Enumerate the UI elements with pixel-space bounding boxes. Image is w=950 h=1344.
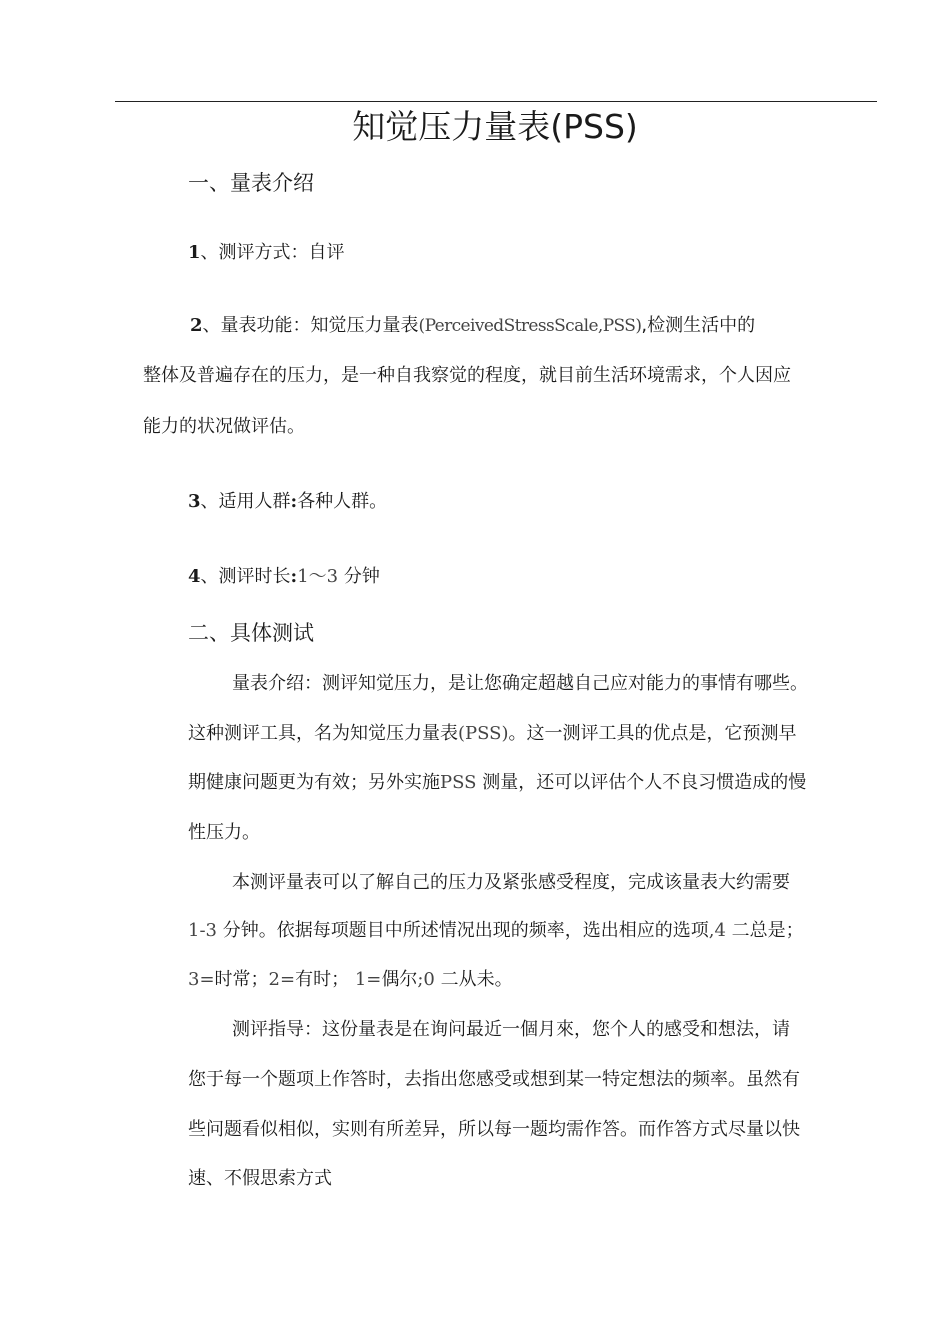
header-rule [115, 101, 877, 102]
text-run: 偶尔 [381, 969, 418, 990]
guide-paragraph-line1: 测评指导：这份量表是在询问最近一個月來，您个人的感受和想法，请 [232, 1019, 790, 1040]
scoring-paragraph-line1: 本测评量表可以了解自己的压力及紧张感受程度，完成该量表大约需要 [232, 872, 790, 893]
scoring-paragraph-line3 [188, 967, 513, 993]
latin-run: 1-3 [188, 920, 217, 941]
intro-paragraph-line1: 量表介绍：测评知觉压力，是让您确定超越自己应对能力的事情有哪些。 [232, 673, 808, 694]
item-scale-function [190, 313, 755, 339]
guide-paragraph-line2: 您于每一个题项上作答时，去指出您感受或想到某一特定想法的频率。虽然有 [188, 1069, 800, 1090]
section-heading-test: 二、具体测试 [188, 621, 314, 645]
duration-range: 1〜3 [297, 566, 339, 587]
intro-paragraph-line2 [188, 721, 797, 747]
item-scale-function-line2: 整体及普遍存在的压力，是一种自我察觉的程度，就目前生活环境需求，个人因应 [143, 365, 791, 386]
latin-run: 1= [349, 969, 382, 990]
text-run: 测量，还可以评估个人不良习惯造成的慢 [476, 772, 807, 793]
item-scale-function-line3: 能力的状况做评估。 [143, 416, 305, 437]
latin-run: ;0 [417, 969, 435, 990]
item-text: 、测评时长 [200, 566, 291, 587]
latin-run: (PSS) [458, 723, 509, 744]
text-run: 二总是； [725, 920, 804, 941]
document-title: 知觉压力量表(PSS) [352, 107, 638, 146]
item-text: 、适用人群 [200, 491, 291, 512]
item-number: 1 [188, 242, 201, 263]
latin-run: ,4 [708, 920, 726, 941]
latin-run: PSS [440, 772, 477, 793]
item-duration [188, 564, 380, 590]
item-number: 2 [190, 315, 203, 336]
text-run: 。这一测评工具的优点是，它预测早 [508, 723, 797, 744]
item-assessment-method [188, 240, 345, 266]
text-run: 时常； [214, 969, 269, 990]
text-run: 有时； [295, 969, 350, 990]
item-number: 4 [188, 566, 201, 587]
text-run: 分钟。依据每项题目中所述情况出现的频率，选出相应的选项 [217, 920, 709, 941]
item-text: 、量表功能：知觉压力量表 [202, 315, 419, 336]
text-run: 二从未。 [434, 969, 513, 990]
scale-english-name: (PerceivedStressScale,PSS) [418, 316, 642, 336]
latin-run: 2= [268, 969, 296, 990]
latin-run: 3= [188, 969, 215, 990]
section-heading-intro: 一、量表介绍 [188, 171, 314, 195]
guide-paragraph-line3: 些问题看似相似，实则有所差异，所以每一题均需作答。而作答方式尽量以快 [188, 1119, 800, 1140]
item-text: 、测评方式：自评 [200, 242, 345, 263]
text-run: 这种测评工具，名为知觉压力量表 [188, 723, 458, 744]
item-text-suffix: ,检测生活中的 [641, 315, 756, 336]
item-value: 各种人群。 [297, 491, 388, 512]
text-run: 期健康问题更为有效；另外实施 [188, 772, 440, 793]
item-number: 3 [188, 491, 201, 512]
intro-paragraph-line3 [188, 770, 806, 796]
item-target-population [188, 489, 387, 515]
item-value: 分钟 [338, 566, 380, 587]
intro-paragraph-line4: 性压力。 [188, 822, 260, 843]
scoring-paragraph-line2 [188, 918, 804, 944]
item-colon: : [290, 566, 298, 587]
guide-paragraph-line4: 速、不假思索方式 [188, 1168, 332, 1189]
item-colon: : [290, 491, 298, 512]
